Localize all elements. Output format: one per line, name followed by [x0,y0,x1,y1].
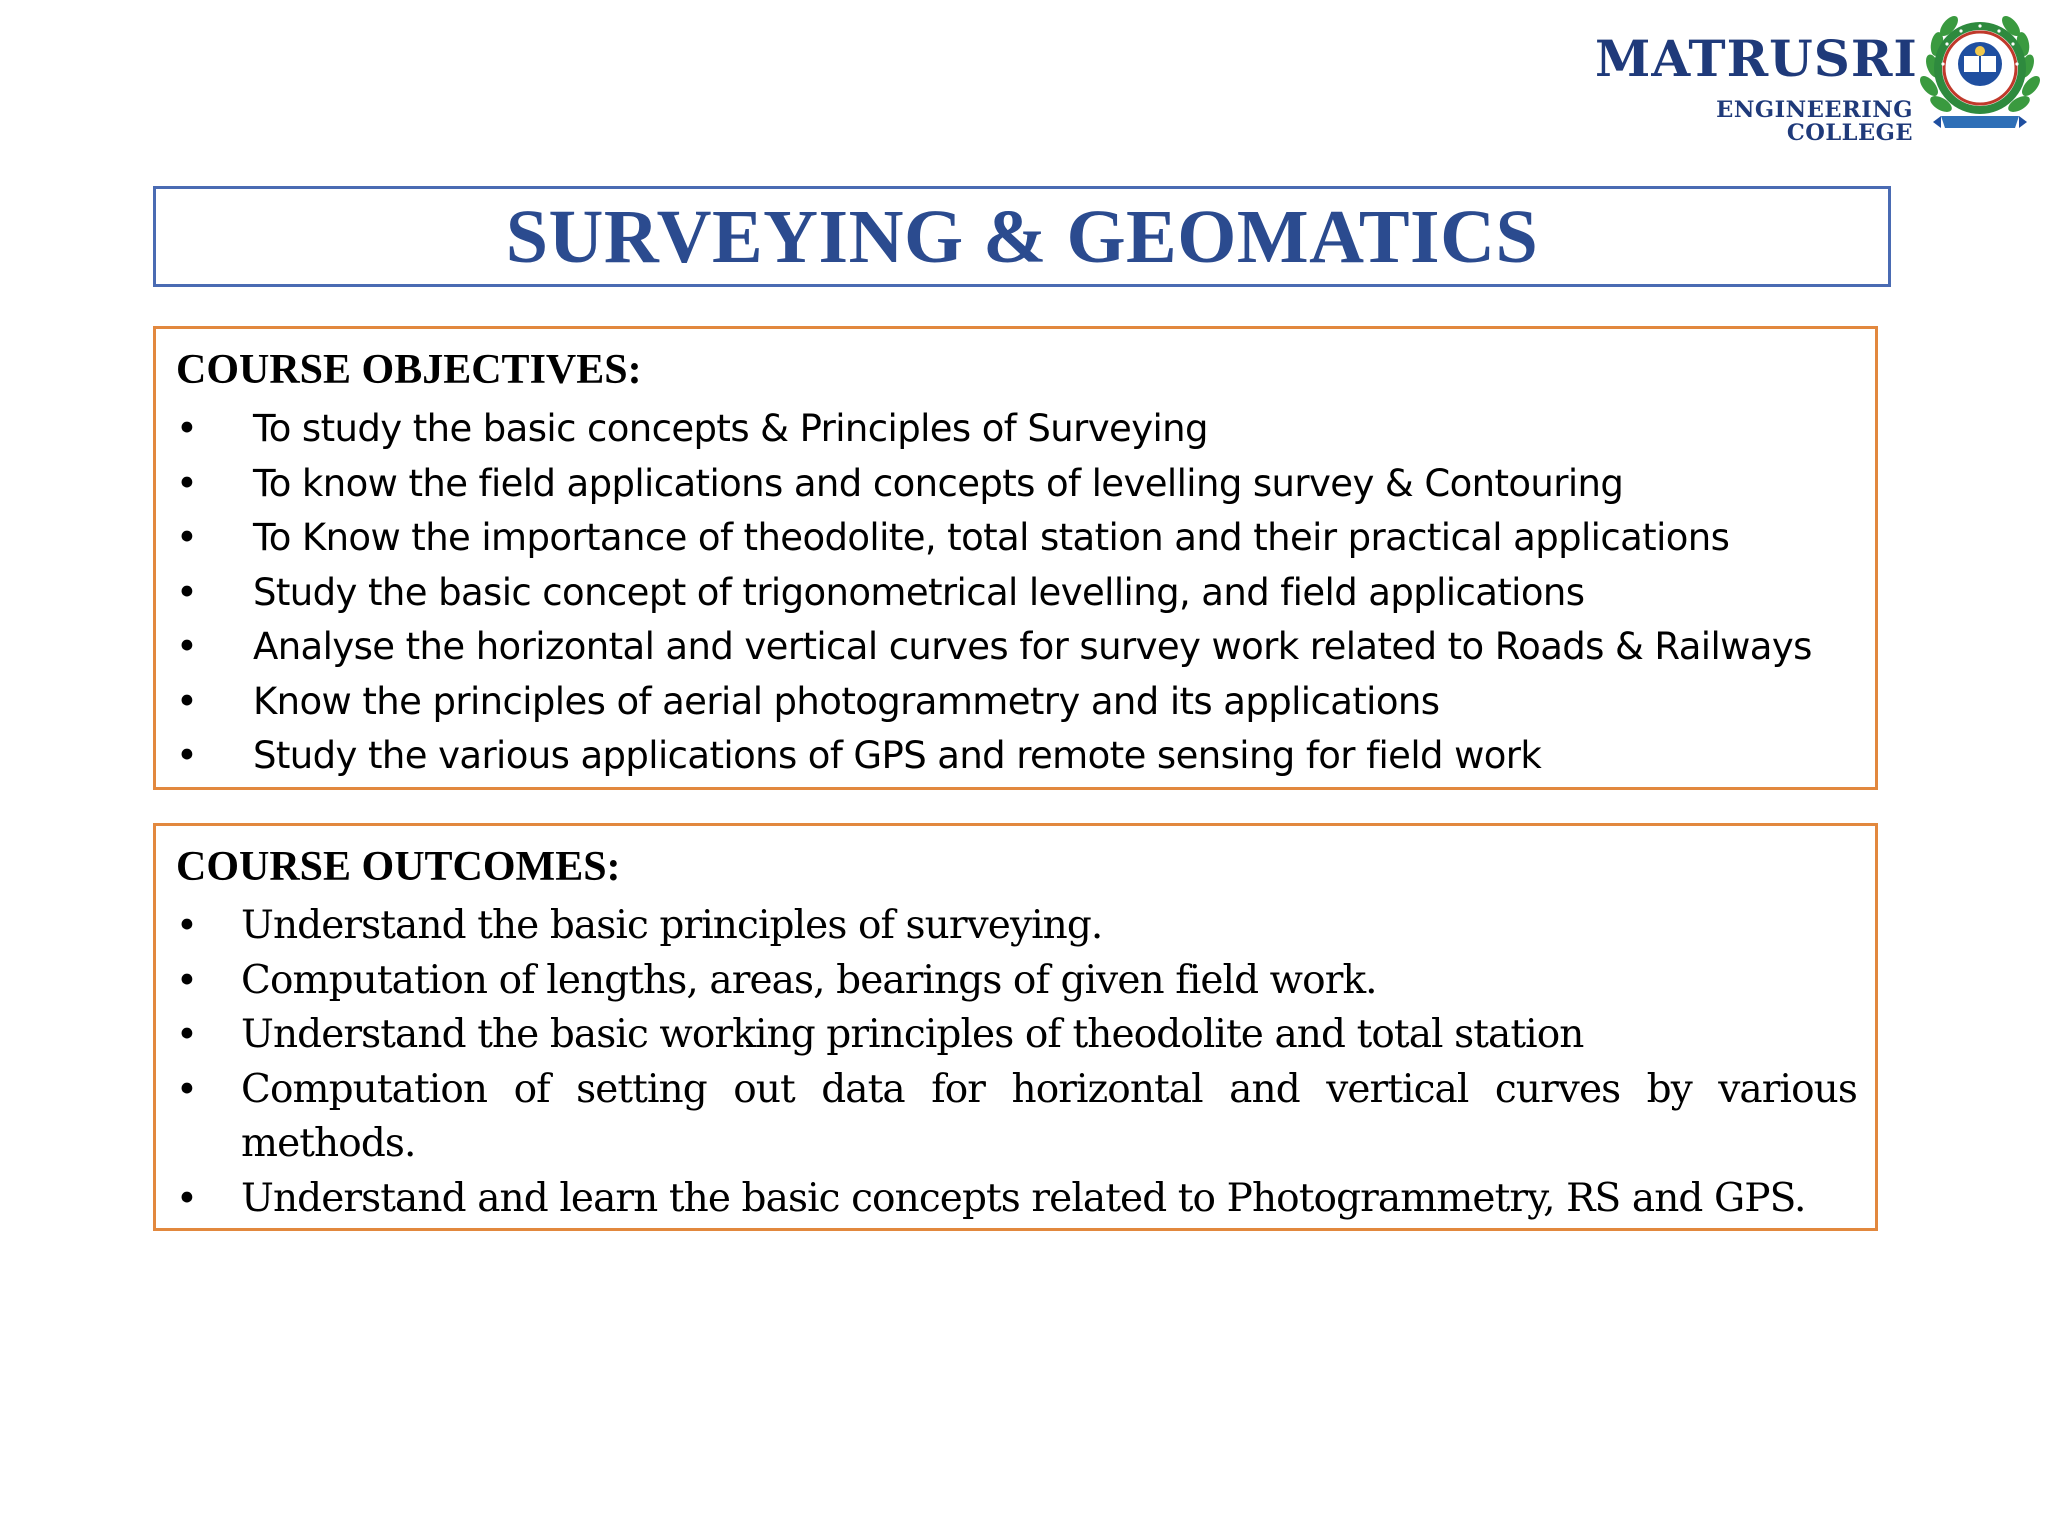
logo-name: MATRUSRI [1595,29,1918,88]
bullet-icon: • [176,958,198,1002]
bullet-icon: • [176,734,198,777]
objective-text: Know the principles of aerial photogrammetry and its applications [253,679,1440,723]
objective-text: To study the basic concepts & Principles of Surveying [253,407,1208,450]
outcomes-list [156,899,1875,1226]
objective-text: To know the field applications and concepts of levelling survey & Contouring [253,461,1624,505]
outcome-text: Computation of setting out data for horizontal and vertical curves by various methods. [241,1066,1857,1166]
objective-text: Study the basic concept of trigonometrical levelling, and field applications [253,570,1585,614]
list-item [156,620,1875,675]
outcome-text: Understand and learn the basic concepts related to Photogrammetry, RS and GPS. [241,1175,1806,1221]
outcome-text: Computation of lengths, areas, bearings of given field work. [241,957,1377,1003]
objective-text: Study the various applications of GPS and remote sensing for field work [253,734,1542,777]
list-item [156,1008,1875,1063]
list-item [156,511,1875,566]
bullet-icon: • [176,904,198,947]
objective-text: To Know the importance of theodolite, total station and their practical applications [253,516,1730,559]
bullet-icon: • [176,461,198,505]
course-outcomes-box [153,823,1878,1231]
bullet-icon: • [176,1067,198,1111]
course-objectives-box [153,326,1878,790]
objective-text: Analyse the horizontal and vertical curves for survey work related to Roads & Railways [253,625,1812,668]
objectives-heading: COURSE OBJECTIVES: [176,347,642,393]
list-item [156,457,1875,512]
bullet-icon: • [176,1176,198,1220]
bullet-icon: • [176,1013,198,1056]
objectives-list [156,402,1875,784]
list-item [156,566,1875,621]
title-box [153,186,1891,287]
logo-subtitle: ENGINEERING COLLEGE [1716,97,1913,146]
bullet-icon: • [176,679,198,723]
list-item [156,729,1875,784]
bullet-icon: • [176,516,198,559]
college-logo [1595,4,2041,144]
list-item [156,1172,1875,1227]
bullet-icon: • [176,570,198,614]
bullet-icon: • [176,625,198,668]
college-seal-emblem-icon [1919,4,2041,142]
outcomes-heading: COURSE OUTCOMES: [176,844,621,890]
outcome-text: Understand the basic principles of surveying. [241,903,1103,948]
list-item [156,1063,1875,1172]
list-item [156,675,1875,730]
bullet-icon: • [176,407,198,450]
page-title: SURVEYING & GEOMATICS [505,194,1539,279]
list-item [156,899,1875,954]
list-item [156,954,1875,1009]
outcome-text: Understand the basic working principles of theodolite and total station [241,1012,1584,1057]
list-item [156,402,1875,457]
